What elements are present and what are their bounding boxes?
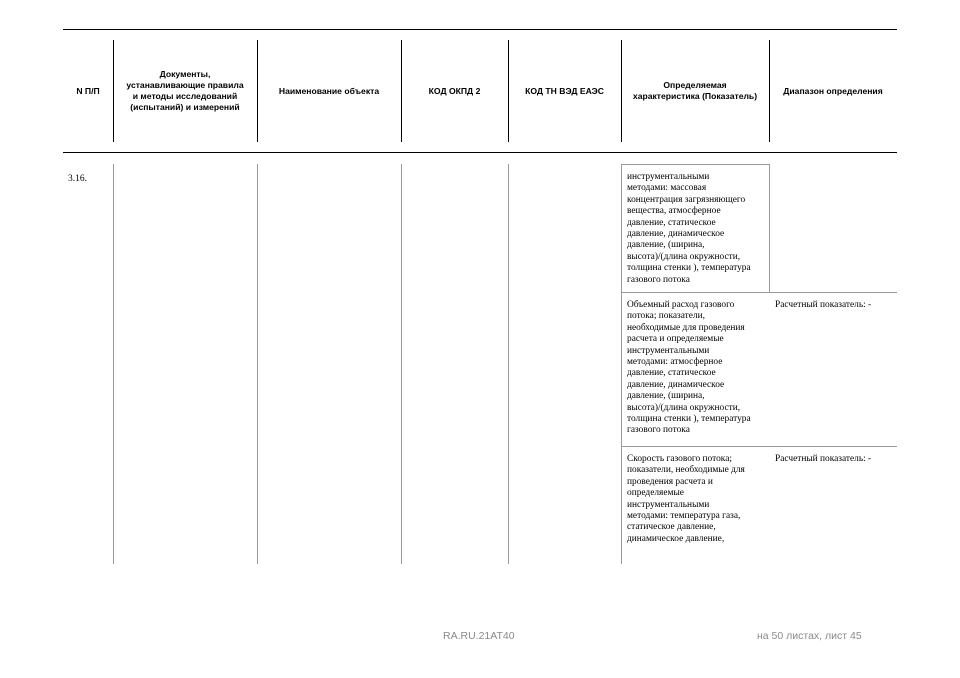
- subrow-divider: [621, 292, 897, 293]
- header-col-okpd: КОД ОКПД 2: [428, 85, 481, 96]
- page-counter: на 50 листах, лист 45: [757, 630, 862, 642]
- row-number: 3.16.: [68, 174, 87, 184]
- header-col-range: Диапазон определения: [783, 85, 883, 96]
- body-separator: [113, 164, 114, 564]
- body-separator: [621, 164, 622, 564]
- range-cell: Расчетный показатель: -: [775, 300, 872, 310]
- header-col-tnved: КОД ТН ВЭД ЕАЭС: [525, 85, 604, 96]
- body-separator: [257, 164, 258, 564]
- range-cell: Расчетный показатель: -: [775, 454, 872, 464]
- header-col-documents: Документы, устанавливающие правила и методы исследований (испытаний) и измерений: [126, 69, 244, 112]
- characteristic-cell: инструментальными методами: массовая концентрация загрязняющего вещества, атмосферное давление, статическое давление, динамическое давление, (ширина, высота)/(длина окружности, толщина стенки ), температура газового потока: [627, 172, 751, 285]
- characteristic-cell: Объемный расход газового потока; показатели, необходимые для проведения расчета и определяемые инструментальными методами: атмосферное давление, статическое давление, динамическое давление, (ширина, высота)/(длина окружности, толщина стенки ), температура газового потока: [627, 300, 751, 436]
- body-separator: [769, 164, 770, 292]
- header-bottom-rule: [63, 152, 897, 153]
- header-col-characteristic: Определяемая характеристика (Показатель): [632, 80, 758, 101]
- body-separator: [401, 164, 402, 564]
- subrow-divider: [621, 446, 897, 447]
- header-col-object: Наименование объекта: [278, 85, 380, 96]
- document-code: RA.RU.21AT40: [443, 630, 515, 642]
- characteristic-cell: Скорость газового потока; показатели, необходимые для проведения расчета и определяемые инструментальными методами: температура газа, статическое давление, динамическое давление,: [627, 454, 745, 544]
- header-col-number: N П/П: [76, 85, 100, 96]
- subrow-top-rule: [621, 164, 770, 165]
- body-separator: [508, 164, 509, 564]
